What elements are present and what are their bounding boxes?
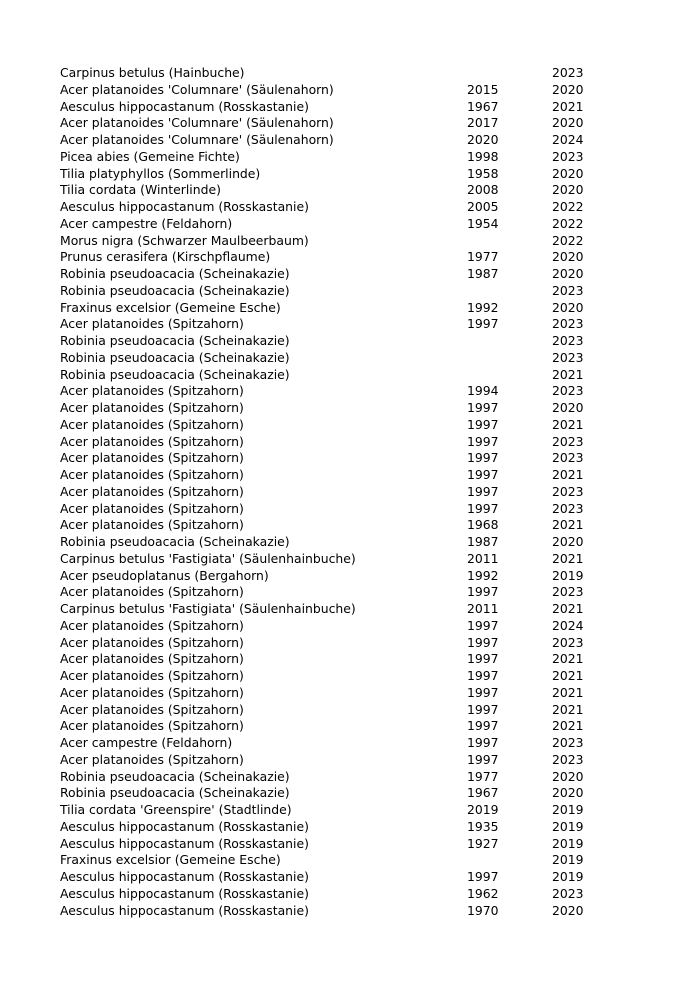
checked-year-cell: 2020 [552,182,584,198]
species-cell: Aesculus hippocastanum (Rosskastanie) [60,199,309,214]
checked-year-cell: 2020 [552,249,584,265]
planted-year-cell: 1997 [467,634,499,650]
planted-year-cell: 2005 [467,199,499,214]
species-cell: Acer platanoides 'Columnare' (Säulenahorn) [60,115,334,131]
checked-year-cell: 2021 [552,416,584,432]
checked-year-cell: 2021 [552,366,584,382]
checked-year-cell: 2023 [552,634,584,650]
checked-year-cell: 2023 [552,584,584,600]
planted-year-cell: 1987 [467,534,499,549]
checked-year-cell: 2020 [552,299,584,315]
table-row [60,166,600,183]
species-cell: Morus nigra (Schwarzer Maulbeerbaum) [60,232,309,248]
species-cell: Aesculus hippocastanum (Rosskastanie) [60,98,309,114]
table-row [60,99,600,116]
planted-year-cell: 1997 [467,735,499,750]
species-cell: Acer platanoides (Spitzahorn) [60,500,244,516]
table-row [60,551,600,568]
checked-year-cell: 2023 [552,751,584,767]
species-cell: Acer platanoides (Spitzahorn) [60,316,244,332]
species-cell: Acer platanoides (Spitzahorn) [60,433,244,449]
table-row [60,383,600,400]
table-row [60,852,600,869]
species-cell: Fraxinus excelsior (Gemeine Esche) [60,852,281,868]
table-row [60,584,600,601]
table-row [60,450,600,467]
species-cell: Acer platanoides (Spitzahorn) [60,668,244,683]
table-row [60,400,600,417]
tree-table [60,65,600,919]
planted-year-cell: 1997 [467,416,499,432]
checked-year-cell: 2023 [552,483,584,499]
planted-year-cell: 1997 [467,869,499,884]
species-cell: Robinia pseudoacacia (Scheinakazie) [60,768,290,784]
checked-year-cell: 2019 [552,802,584,817]
checked-year-cell: 2019 [552,567,584,583]
planted-year-cell: 1968 [467,517,499,533]
species-cell: Robinia pseudoacacia (Scheinakazie) [60,266,290,281]
planted-year-cell: 1954 [467,215,499,231]
species-cell: Acer platanoides (Spitzahorn) [60,701,244,717]
planted-year-cell: 1997 [467,483,499,499]
table-row [60,802,600,819]
species-cell: Acer platanoides (Spitzahorn) [60,684,244,700]
table-row [60,651,600,668]
species-cell: Acer platanoides (Spitzahorn) [60,383,244,399]
planted-year-cell: 1997 [467,684,499,700]
planted-year-cell: 1992 [467,299,499,315]
species-cell: Tilia cordata 'Greenspire' (Stadtlinde) [60,802,292,817]
table-row [60,484,600,501]
table-row [60,501,600,518]
species-cell: Aesculus hippocastanum (Rosskastanie) [60,869,309,884]
table-row [60,199,600,216]
checked-year-cell: 2020 [552,115,584,131]
planted-year-cell: 2015 [467,81,499,97]
table-row [60,216,600,233]
table-row [60,266,600,283]
table-row [60,568,600,585]
planted-year-cell: 1998 [467,148,499,164]
table-row [60,182,600,199]
table-row [60,886,600,903]
checked-year-cell: 2021 [552,701,584,717]
planted-year-cell: 1997 [467,751,499,767]
planted-year-cell: 1997 [467,450,499,466]
planted-year-cell: 1977 [467,768,499,784]
table-row [60,819,600,836]
table-row [60,149,600,166]
species-cell: Acer platanoides (Spitzahorn) [60,400,244,415]
species-cell: Acer platanoides (Spitzahorn) [60,450,244,466]
planted-year-cell: 1977 [467,249,499,265]
planted-year-cell: 2011 [467,601,499,616]
species-cell: Aesculus hippocastanum (Rosskastanie) [60,835,309,851]
species-cell: Robinia pseudoacacia (Scheinakazie) [60,534,290,549]
checked-year-cell: 2024 [552,617,584,633]
checked-year-cell: 2023 [552,282,584,298]
species-cell: Acer platanoides (Spitzahorn) [60,718,244,734]
checked-year-cell: 2021 [552,467,584,482]
planted-year-cell: 1997 [467,467,499,482]
planted-year-cell: 1997 [467,584,499,600]
species-cell: Carpinus betulus (Hainbuche) [60,65,245,80]
planted-year-cell: 1987 [467,266,499,281]
species-cell: Tilia cordata (Winterlinde) [60,182,221,198]
species-cell: Robinia pseudoacacia (Scheinakazie) [60,366,290,382]
checked-year-cell: 2021 [552,601,584,616]
checked-year-cell: 2021 [552,651,584,667]
table-row [60,115,600,132]
checked-year-cell: 2022 [552,199,584,214]
table-row [60,685,600,702]
checked-year-cell: 2019 [552,852,584,868]
planted-year-cell: 1997 [467,500,499,516]
checked-year-cell: 2023 [552,500,584,516]
species-cell: Robinia pseudoacacia (Scheinakazie) [60,785,290,801]
species-cell: Acer platanoides (Spitzahorn) [60,517,244,533]
checked-year-cell: 2020 [552,400,584,415]
table-row [60,618,600,635]
table-row [60,718,600,735]
planted-year-cell: 1935 [467,818,499,834]
table-row [60,132,600,149]
table-row [60,735,600,752]
checked-year-cell: 2020 [552,81,584,97]
table-row [60,233,600,250]
species-cell: Acer platanoides (Spitzahorn) [60,634,244,650]
table-row [60,333,600,350]
checked-year-cell: 2022 [552,215,584,231]
planted-year-cell: 2017 [467,115,499,131]
checked-year-cell: 2020 [552,768,584,784]
checked-year-cell: 2023 [552,450,584,466]
table-row [60,517,600,534]
checked-year-cell: 2023 [552,65,584,80]
species-cell: Acer platanoides (Spitzahorn) [60,751,244,767]
checked-year-cell: 2021 [552,718,584,734]
planted-year-cell: 1997 [467,718,499,734]
species-cell: Prunus cerasifera (Kirschpflaume) [60,249,271,265]
checked-year-cell: 2021 [552,668,584,683]
planted-year-cell: 1958 [467,165,499,181]
species-cell: Aesculus hippocastanum (Rosskastanie) [60,902,309,918]
checked-year-cell: 2021 [552,98,584,114]
species-cell: Acer platanoides (Spitzahorn) [60,467,244,482]
planted-year-cell: 2020 [467,132,499,147]
species-cell: Acer campestre (Feldahorn) [60,215,233,231]
checked-year-cell: 2021 [552,550,584,566]
planted-year-cell: 1967 [467,785,499,801]
planted-year-cell: 1970 [467,902,499,918]
checked-year-cell: 2023 [552,333,584,348]
planted-year-cell: 1997 [467,668,499,683]
species-cell: Acer platanoides (Spitzahorn) [60,584,244,600]
checked-year-cell: 2023 [552,885,584,901]
checked-year-cell: 2019 [552,869,584,884]
table-row [60,65,600,82]
species-cell: Acer pseudoplatanus (Bergahorn) [60,567,269,583]
checked-year-cell: 2020 [552,534,584,549]
planted-year-cell: 1962 [467,885,499,901]
planted-year-cell: 2011 [467,550,499,566]
planted-year-cell: 1997 [467,701,499,717]
checked-year-cell: 2019 [552,818,584,834]
species-cell: Acer platanoides (Spitzahorn) [60,483,244,499]
checked-year-cell: 2021 [552,517,584,533]
species-cell: Robinia pseudoacacia (Scheinakazie) [60,333,290,348]
species-cell: Picea abies (Gemeine Fichte) [60,148,240,164]
species-cell: Acer platanoides (Spitzahorn) [60,416,244,432]
table-row [60,283,600,300]
species-cell: Aesculus hippocastanum (Rosskastanie) [60,818,309,834]
planted-year-cell: 2019 [467,802,499,817]
table-row [60,467,600,484]
table-row [60,249,600,266]
planted-year-cell: 1927 [467,835,499,851]
checked-year-cell: 2020 [552,902,584,918]
table-row [60,785,600,802]
table-row [60,434,600,451]
table-row [60,836,600,853]
checked-year-cell: 2023 [552,349,584,365]
species-cell: Acer platanoides 'Columnare' (Säulenahorn) [60,81,334,97]
table-row [60,300,600,317]
planted-year-cell: 1967 [467,98,499,114]
checked-year-cell: 2020 [552,266,584,281]
checked-year-cell: 2023 [552,383,584,399]
table-row [60,534,600,551]
table-row [60,903,600,920]
species-cell: Robinia pseudoacacia (Scheinakazie) [60,349,290,365]
checked-year-cell: 2023 [552,735,584,750]
table-row [60,702,600,719]
species-cell: Robinia pseudoacacia (Scheinakazie) [60,282,290,298]
table-row [60,601,600,618]
table-row [60,869,600,886]
species-cell: Acer platanoides 'Columnare' (Säulenahorn) [60,132,334,147]
planted-year-cell: 1997 [467,433,499,449]
table-row [60,752,600,769]
species-cell: Aesculus hippocastanum (Rosskastanie) [60,885,309,901]
checked-year-cell: 2019 [552,835,584,851]
planted-year-cell: 1997 [467,316,499,332]
table-row [60,82,600,99]
planted-year-cell: 1997 [467,400,499,415]
planted-year-cell: 1992 [467,567,499,583]
table-row [60,769,600,786]
table-row [60,350,600,367]
checked-year-cell: 2024 [552,132,584,147]
checked-year-cell: 2023 [552,148,584,164]
checked-year-cell: 2021 [552,684,584,700]
species-cell: Fraxinus excelsior (Gemeine Esche) [60,299,281,315]
species-cell: Acer platanoides (Spitzahorn) [60,651,244,667]
checked-year-cell: 2023 [552,316,584,332]
table-row [60,316,600,333]
species-cell: Tilia platyphyllos (Sommerlinde) [60,165,261,181]
checked-year-cell: 2023 [552,433,584,449]
species-cell: Carpinus betulus 'Fastigiata' (Säulenhainbuche) [60,550,356,566]
checked-year-cell: 2020 [552,165,584,181]
species-cell: Carpinus betulus 'Fastigiata' (Säulenhainbuche) [60,601,356,616]
checked-year-cell: 2020 [552,785,584,801]
planted-year-cell: 1994 [467,383,499,399]
species-cell: Acer platanoides (Spitzahorn) [60,617,244,633]
checked-year-cell: 2022 [552,232,584,248]
table-row [60,417,600,434]
planted-year-cell: 1997 [467,617,499,633]
planted-year-cell: 1997 [467,651,499,667]
table-row [60,635,600,652]
species-cell: Acer campestre (Feldahorn) [60,735,233,750]
table-row [60,367,600,384]
table-row [60,668,600,685]
planted-year-cell: 2008 [467,182,499,198]
